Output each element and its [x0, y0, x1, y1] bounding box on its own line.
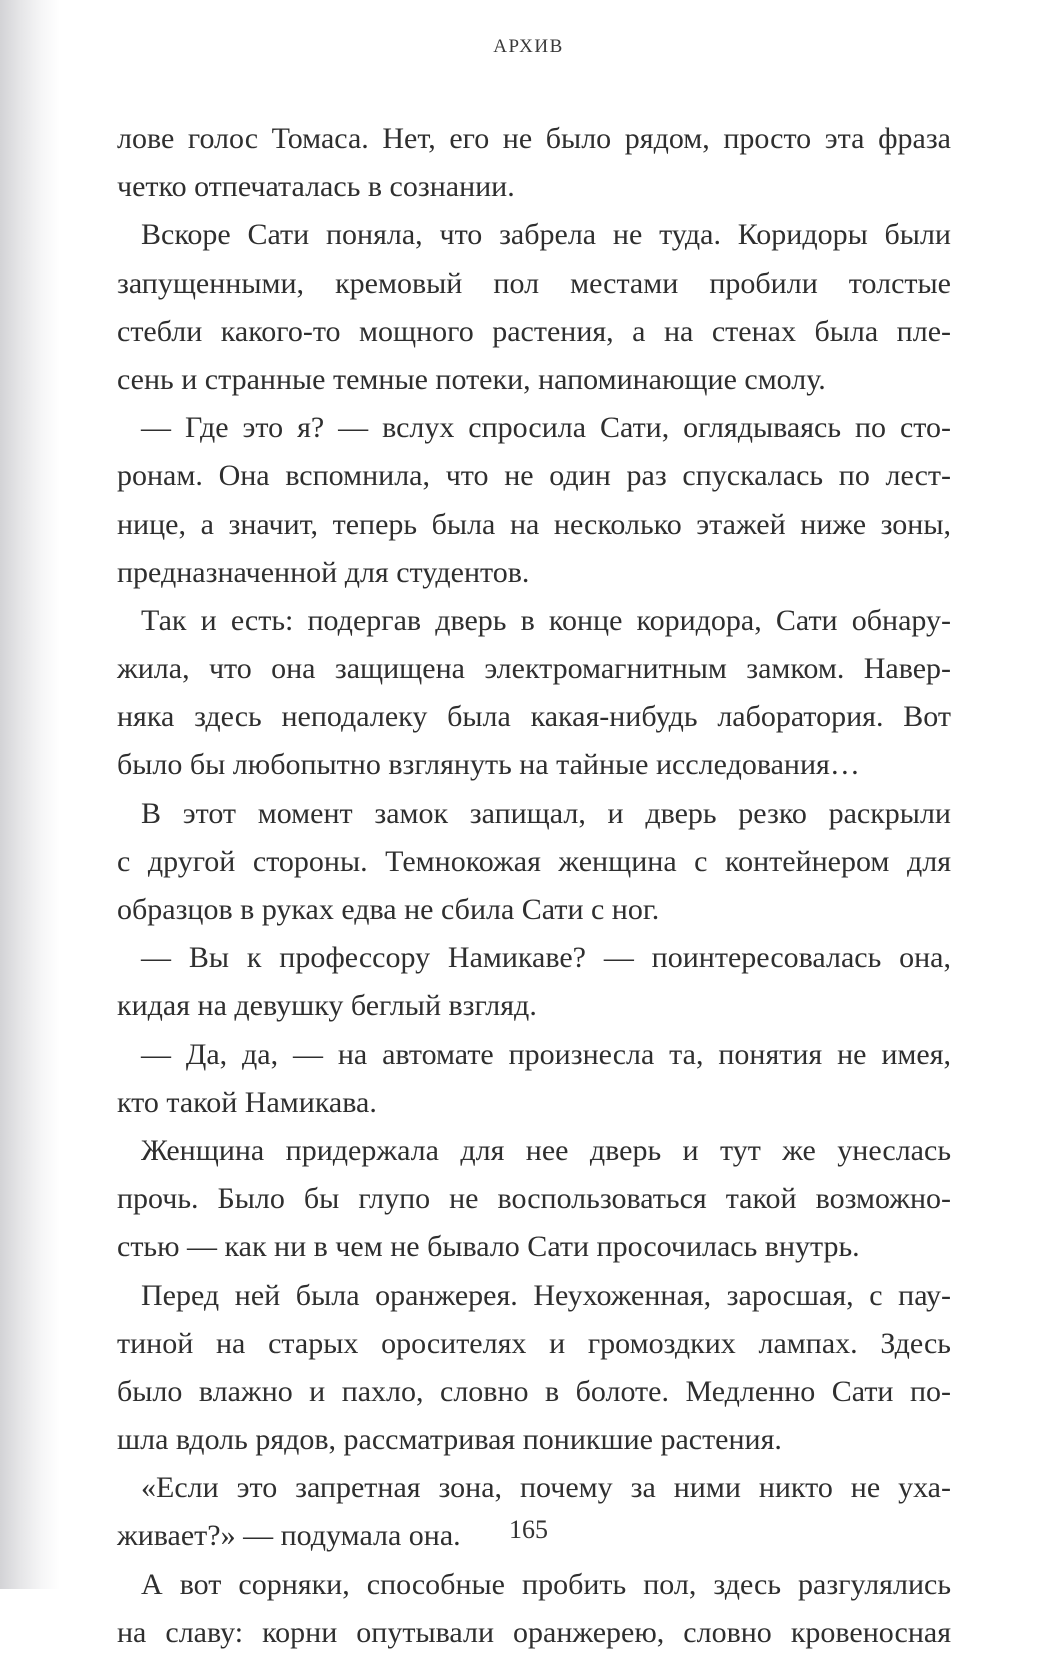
text-line: было влажно и пахло, словно в болоте. Медленно Сати по-	[117, 1374, 951, 1408]
text-line: сень и странные темные потеки, напоминающие смолу.	[117, 362, 826, 396]
text-line: стью — как ни в чем не бывало Сати просочилась внутрь.	[117, 1230, 860, 1264]
text-line: четко отпечаталась в сознании.	[117, 170, 515, 204]
text-line: тиной на старых оросителях и громоздких лампах. Здесь	[117, 1326, 951, 1360]
text-line: жила, что она защищена электромагнитным замком. Навер-	[117, 652, 951, 686]
text-line: Перед ней была оранжерея. Неухоженная, заросшая, с пау-	[141, 1278, 951, 1312]
text-line: нице, а значит, теперь была на несколько этажей ниже зоны,	[117, 507, 951, 541]
text-line: Так и есть: подергав дверь в конце коридора, Сати обнару-	[141, 603, 951, 637]
text-line: кто такой Намикава.	[117, 1085, 377, 1119]
text-line: запущенными, кремовый пол местами пробили толстые	[117, 266, 951, 300]
text-line: образцов в руках едва не сбила Сати с ног.	[117, 893, 660, 926]
page-number: 165	[509, 1515, 548, 1544]
text-line: В этот момент замок запищал, и дверь резко раскрыли	[141, 796, 951, 830]
text-line: Вскоре Сати поняла, что забрела не туда. Коридоры были	[141, 218, 951, 252]
text-line: лове голос Томаса. Нет, его не было рядом, просто эта фраза	[117, 122, 951, 155]
text-line: шла вдоль рядов, рассматривая поникшие растения.	[117, 1423, 782, 1457]
text-line: — Вы к профессору Намикаве? — поинтересовалась она,	[141, 941, 951, 975]
text-line: — Да, да, — на автомате произнесла та, понятия не имея,	[141, 1037, 951, 1071]
text-line: с другой стороны. Темнокожая женщина с контейнером для	[117, 844, 951, 878]
text-line: — Где это я? — вслух спросила Сати, оглядываясь по сто-	[141, 411, 951, 445]
body-text	[117, 115, 951, 1657]
text-line: кидая на девушку беглый взгляд.	[117, 989, 537, 1023]
text-line: прочь. Было бы глупо не воспользоваться такой возможно-	[117, 1182, 951, 1216]
text-line: на славу: корни опутывали оранжерею, словно кровеносная	[117, 1615, 951, 1649]
text-line: ронам. Она вспомнила, что не один раз спускалась по лест-	[117, 459, 951, 493]
text-line: «Если это запретная зона, почему за ними никто не уха-	[141, 1471, 951, 1505]
text-line: Женщина придержала для нее дверь и тут же унеслась	[141, 1133, 951, 1167]
text-line: няка здесь неподалеку была какая-нибудь лаборатория. Вот	[117, 700, 951, 734]
text-line: предназначенной для студентов.	[117, 555, 530, 589]
text-line: было бы любопытно взглянуть на тайные исследования…	[117, 748, 860, 782]
running-head: АРХИВ	[493, 36, 564, 57]
text-line: А вот сорняки, способные пробить пол, здесь разгулялись	[141, 1567, 951, 1601]
text-line: живает?» — подумала она.	[117, 1519, 461, 1553]
text-line: стебли какого-то мощного растения, а на стенах была пле-	[117, 314, 951, 348]
page-gutter-shadow	[0, 0, 60, 1589]
